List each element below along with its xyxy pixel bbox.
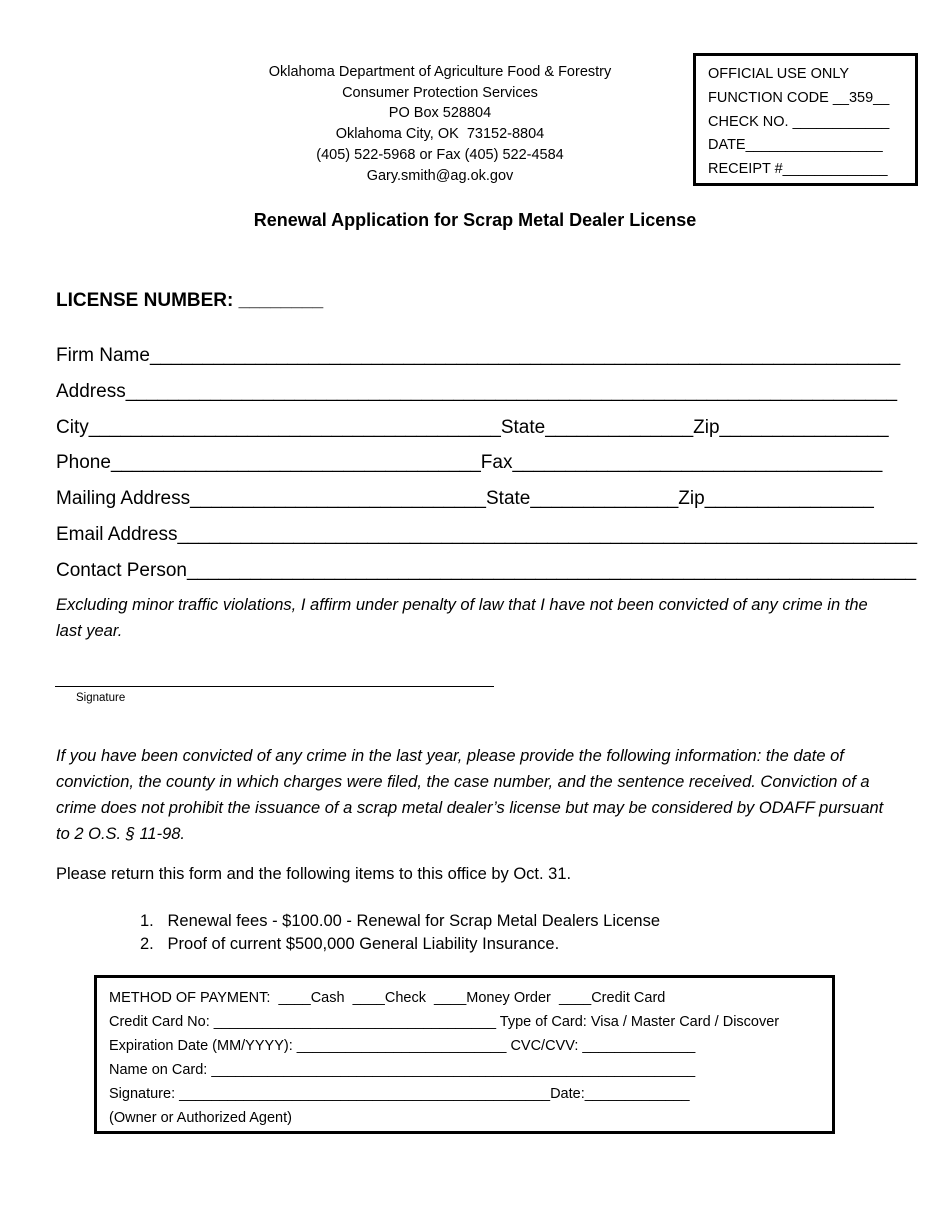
conviction-note: If you have been convicted of any crime in the last year, please provide the following information: the date of conviction, the county in which charges were filed, the case number, and the sentence received. Conviction of a crime does not prohibit the issuance of a scrap metal dealer’s license but may be considered by ODAFF pursuant to 2 O.S. § 11-98.	[56, 747, 884, 843]
list-item: 2. Proof of current $500,000 General Liability Insurance.	[140, 935, 560, 953]
address-field[interactable]: Address_________________________________________________________________________	[56, 381, 898, 402]
agency-division: Consumer Protection Services	[342, 84, 538, 101]
agency-email: Gary.smith@ag.ok.gov	[366, 167, 514, 184]
affirmation-text: Excluding minor traffic violations, I affirm under penalty of law that I have not been convicted of any crime in the last year.	[56, 596, 868, 640]
contact-person-field[interactable]: Contact Person_____________________________________________________________________	[56, 560, 917, 581]
credit-card-number-field[interactable]: Credit Card No: ___________________________________ Type of Card: Visa / Master Card / Discover	[109, 1014, 780, 1030]
required-items-list	[140, 910, 660, 956]
date-field[interactable]: DATE_________________	[708, 137, 883, 154]
payment-method-field[interactable]: METHOD OF PAYMENT: ____Cash ____Check ____Money Order ____Credit Card	[109, 990, 666, 1006]
receipt-field[interactable]: RECEIPT #_____________	[708, 161, 888, 178]
name-on-card-field[interactable]: Name on Card: ____________________________________________________________	[109, 1062, 696, 1078]
official-use-box	[693, 53, 918, 186]
return-note: Please return this form and the following items to this office by Oct. 31.	[56, 865, 572, 883]
agency-name: Oklahoma Department of Agriculture Food & Forestry	[268, 64, 612, 80]
function-code-field: FUNCTION CODE __359__	[708, 89, 890, 106]
payment-signature-field[interactable]: Signature: ______________________________________________Date:_____________	[109, 1086, 690, 1102]
mailing-address-field[interactable]: Mailing Address____________________________State______________Zip________________	[56, 488, 874, 509]
phone-fax-field[interactable]: Phone___________________________________Fax___________________________________	[56, 452, 883, 473]
signature-line[interactable]	[55, 686, 494, 687]
firm-name-field[interactable]: Firm Name_______________________________________________________________________	[56, 345, 901, 366]
expiration-field[interactable]: Expiration Date (MM/YYYY): __________________________ CVC/CVV: ______________	[109, 1038, 696, 1054]
form-title: Renewal Application for Scrap Metal Dealer License	[253, 210, 697, 230]
city-state-zip-field[interactable]: City_______________________________________State______________Zip________________	[56, 417, 889, 438]
agency-po-box: PO Box 528804	[388, 105, 492, 122]
email-address-field[interactable]: Email Address______________________________________________________________________	[56, 524, 918, 545]
authorized-agent-note: (Owner or Authorized Agent)	[109, 1110, 292, 1126]
agency-city: Oklahoma City, OK 73152-8804	[335, 126, 545, 143]
payment-box	[94, 975, 835, 1134]
list-item: 1. Renewal fees - $100.00 - Renewal for Scrap Metal Dealers License	[140, 912, 661, 930]
agency-header	[200, 62, 680, 186]
signature-label: Signature	[76, 692, 126, 704]
agency-phone: (405) 522-5968 or Fax (405) 522-4584	[316, 146, 564, 163]
official-use-title: OFFICIAL USE ONLY	[708, 66, 849, 82]
license-number-field[interactable]: LICENSE NUMBER: ________	[56, 290, 324, 311]
check-no-field[interactable]: CHECK NO. ____________	[708, 113, 890, 130]
